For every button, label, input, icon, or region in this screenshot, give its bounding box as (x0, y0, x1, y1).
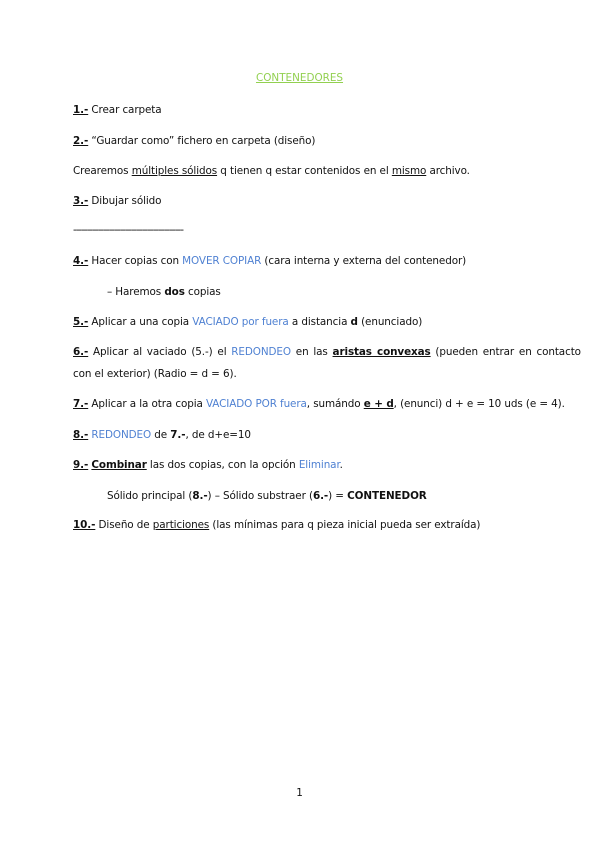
step-text: Dibujar sólido (88, 195, 162, 207)
step-6 (73, 345, 581, 359)
step-number: 4.- (73, 255, 89, 267)
tool-name: MOVER COPIAR (182, 255, 262, 267)
step-9 (73, 458, 343, 472)
bold-text: CONTENEDOR (347, 490, 427, 502)
text-run: las dos copias, con la opción (146, 459, 299, 471)
bold-underlined-text: e + d (363, 398, 394, 410)
text-run: , sumándo (306, 398, 364, 410)
formula-contenedor (107, 489, 427, 503)
step-5 (73, 315, 422, 329)
tool-name: REDONDEO (88, 429, 152, 441)
step-number: 1.- (73, 104, 89, 116)
bold-text: 8.- (192, 490, 208, 502)
bold-underlined-text: Combinar (91, 459, 147, 471)
underlined-text: múltiples sólidos (131, 165, 218, 177)
bold-text: 6.- (312, 490, 329, 502)
step-7 (73, 397, 565, 411)
text-run: de (151, 429, 171, 441)
bold-underlined-text: aristas convexas (332, 346, 431, 358)
text-run: a distancia (288, 316, 351, 328)
text-run: copias (184, 286, 221, 298)
text-run: Crearemos (73, 165, 132, 177)
step-number: 8.- (73, 429, 89, 441)
bold-text: 7.- (170, 429, 186, 441)
separator-line: ---------------------------------------- (73, 224, 183, 236)
step-3 (73, 194, 161, 208)
text-run: Aplicar al vaciado (5.-) el (88, 346, 232, 358)
tool-name: Eliminar (298, 459, 340, 471)
step-4 (73, 254, 466, 268)
text-run: . (339, 459, 343, 471)
step-number: 2.- (73, 135, 89, 147)
text-run: Sólido principal ( (107, 490, 193, 502)
underlined-text: particiones (152, 519, 210, 531)
tool-name: VACIADO por fuera (192, 316, 289, 328)
text-run: , de d+e=10 (185, 429, 251, 441)
step-8 (73, 428, 251, 442)
step-10 (73, 518, 480, 532)
step-6-continuation: con el exterior) (Radio = d = 6). (73, 368, 237, 380)
note-multiple-solids (73, 164, 470, 178)
text-run: (cara interna y externa del contenedor) (261, 255, 467, 267)
text-run: ) = (328, 490, 348, 502)
step-text: Crear carpeta (88, 104, 162, 116)
text-run: – Haremos (107, 286, 165, 298)
page-title: CONTENEDORES (255, 72, 344, 84)
text-run: en las (290, 346, 333, 358)
text-run: ) – Sólido substraer ( (207, 490, 313, 502)
step-text: “Guardar como” fichero en carpeta (diseño) (88, 135, 316, 147)
bold-text: dos (164, 286, 185, 298)
text-run: , (enunci) d + e = 10 uds (e = 4). (393, 398, 565, 410)
text-run: Diseño de (95, 519, 153, 531)
text-run: Aplicar a una copia (88, 316, 193, 328)
step-number: 3.- (73, 195, 89, 207)
text-run: (pueden entrar en contacto (430, 346, 581, 358)
tool-name: VACIADO POR fuera (205, 398, 307, 410)
bold-text: d (350, 316, 358, 328)
underlined-text: mismo (391, 165, 427, 177)
text-run: q tienen q estar contenidos en el (217, 165, 392, 177)
step-number: 10.- (73, 519, 96, 531)
page-number: 1 (296, 787, 303, 799)
step-number: 5.- (73, 316, 89, 328)
step-number: 7.- (73, 398, 89, 410)
step-number: 9.- (73, 459, 89, 471)
text-run: (enunciado) (357, 316, 423, 328)
step-2 (73, 134, 315, 148)
text-run: (las mínimas para q pieza inicial pueda ser extraída) (209, 519, 481, 531)
text-run: Hacer copias con (88, 255, 183, 267)
sub-note-two-copies (107, 285, 221, 299)
step-number: 6.- (73, 346, 89, 358)
text-run: Aplicar a la otra copia (88, 398, 206, 410)
tool-name: REDONDEO (231, 346, 291, 358)
step-1 (73, 103, 162, 117)
text-run: archivo. (426, 165, 470, 177)
